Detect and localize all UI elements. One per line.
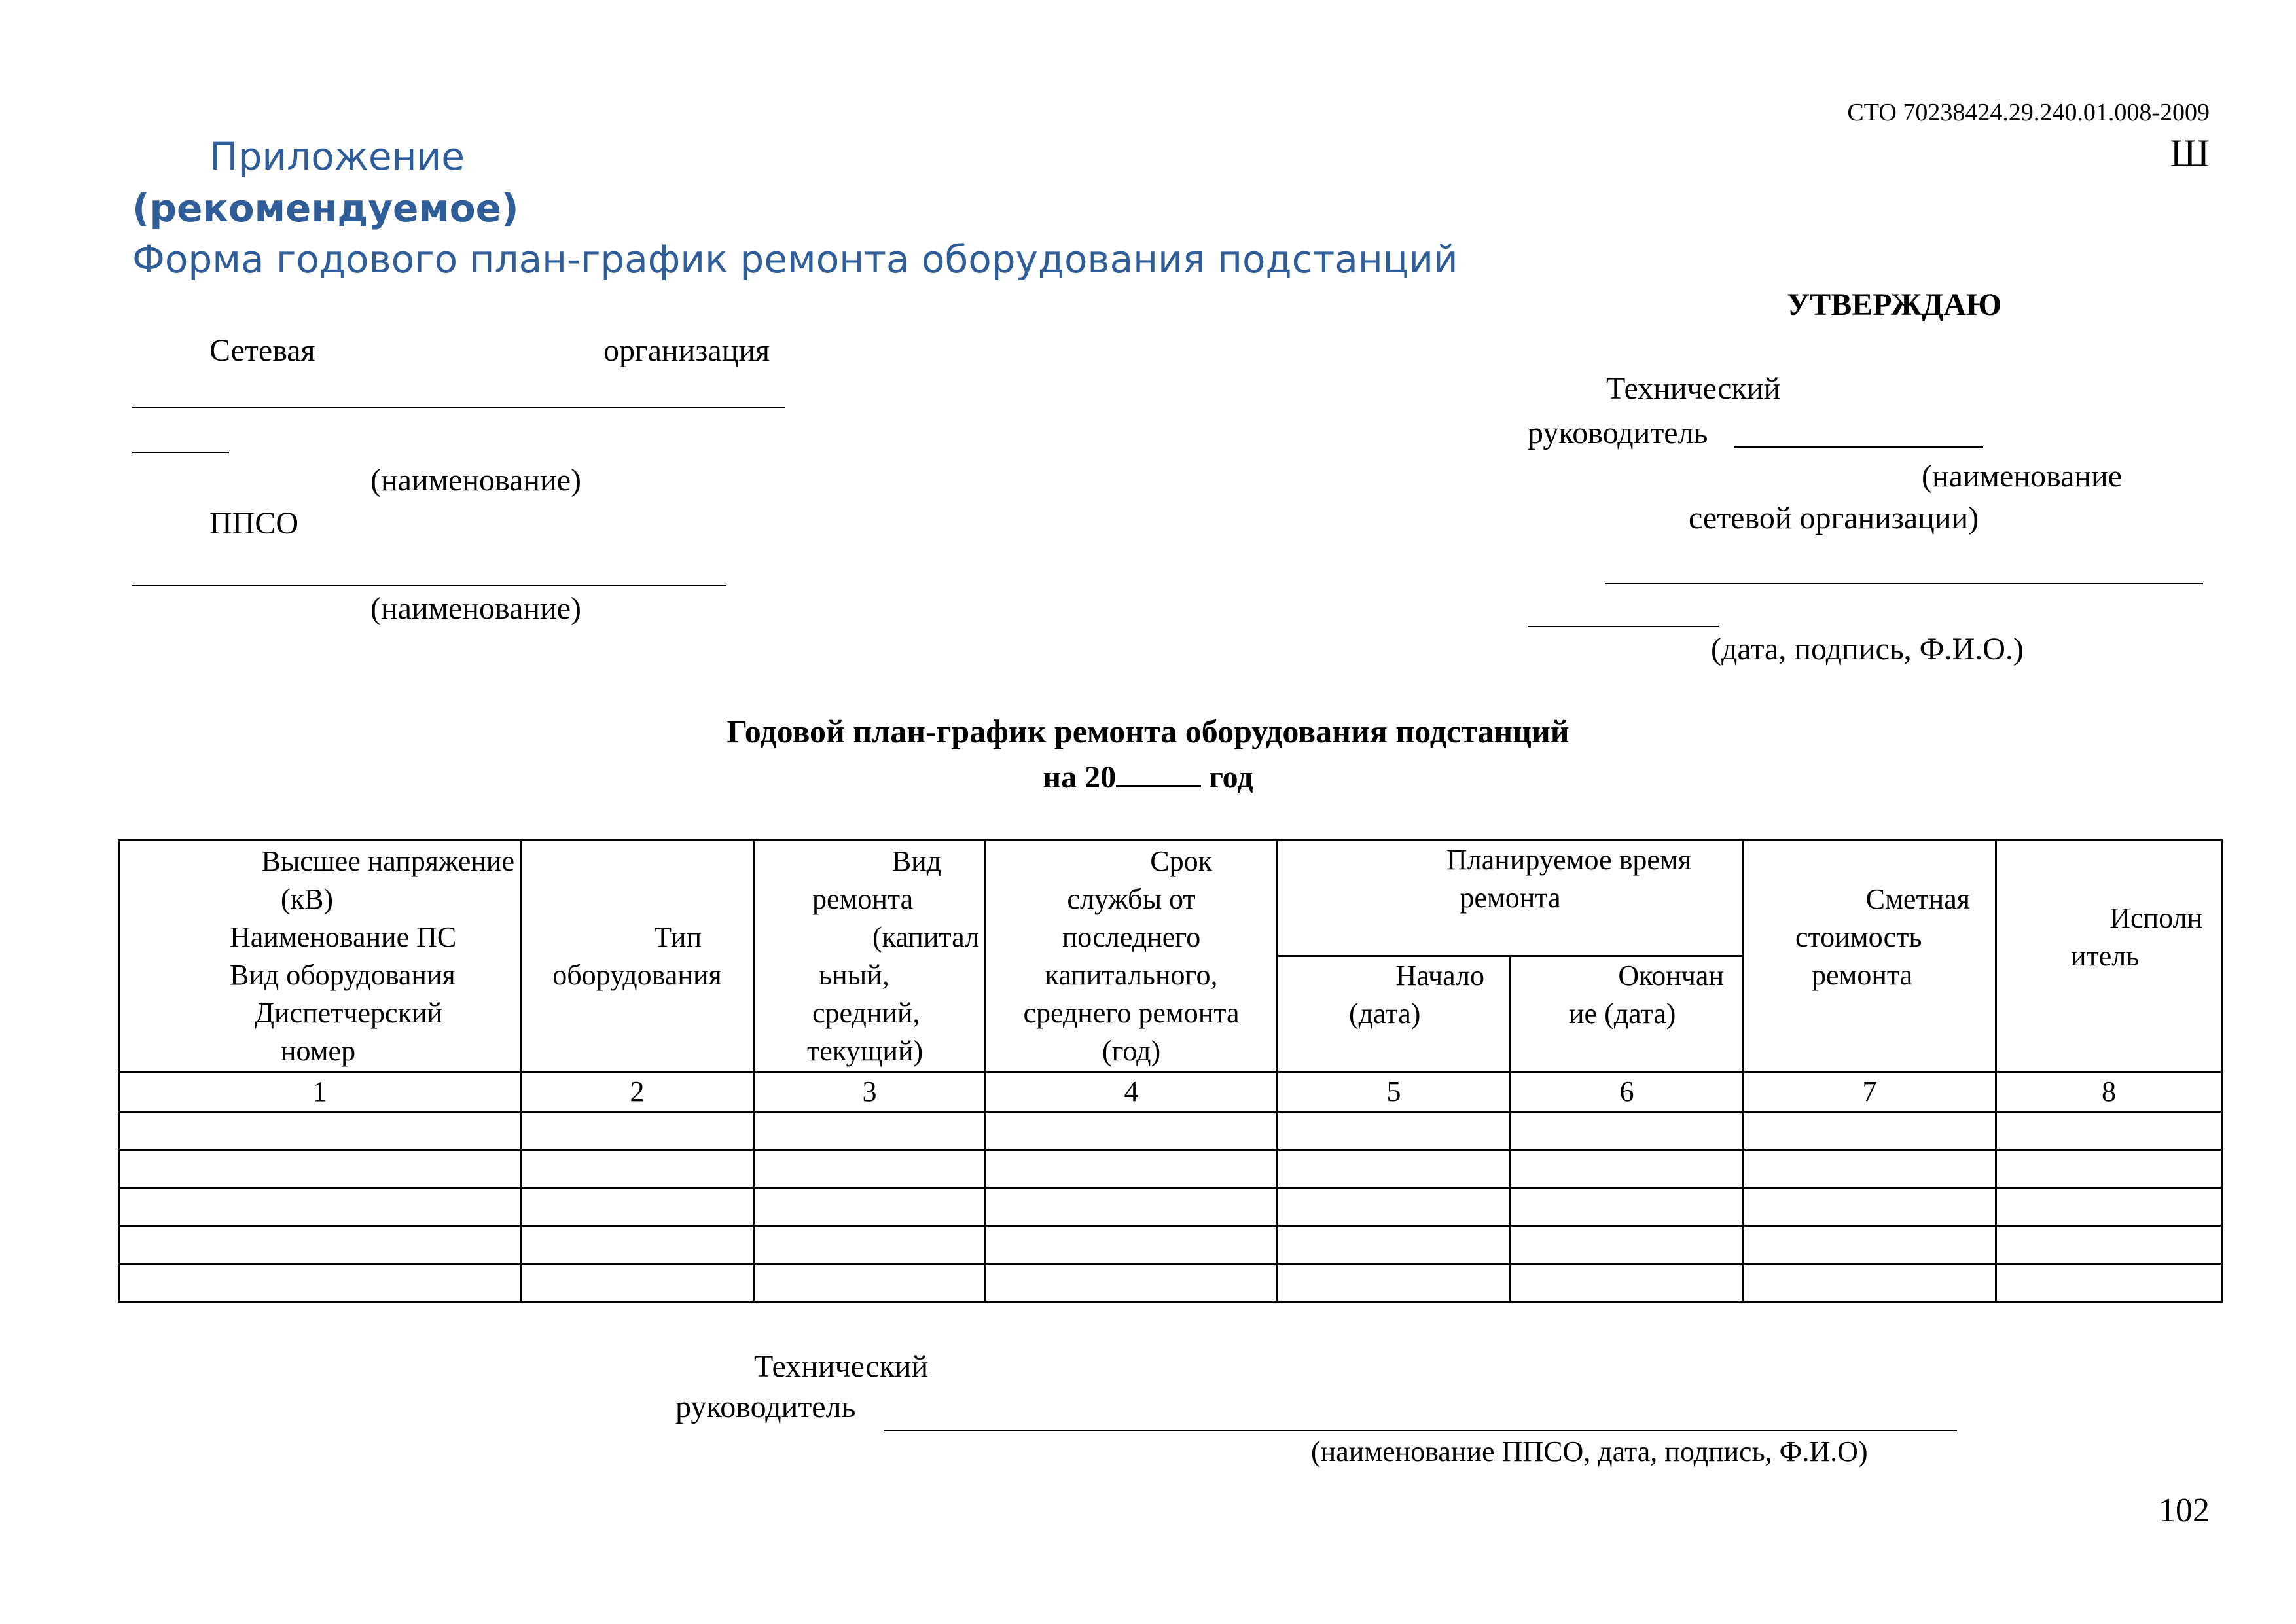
col-header-repair-kind: Вид ремонта (капитал ьный, средний, текущий) <box>754 840 986 1072</box>
page-number: 102 <box>2159 1492 2210 1529</box>
column-number: 4 <box>986 1072 1278 1112</box>
standard-code: СТО 70238424.29.240.01.008-2009 <box>1847 99 2210 126</box>
col-header-end-date: Окончан ие (дата) <box>1511 956 1744 1072</box>
column-number: 3 <box>754 1072 986 1112</box>
approval-signature-hint: (дата, подпись, Ф.И.О.) <box>1711 632 2024 666</box>
org-label-organization: организация <box>603 333 770 368</box>
column-number: 8 <box>1996 1072 2222 1112</box>
appendix-letter: Ш <box>2170 132 2210 175</box>
column-number: 6 <box>1511 1072 1744 1112</box>
approver-role-line-1: Технический <box>1606 371 1781 406</box>
repair-schedule-table <box>118 839 2223 1303</box>
table-row <box>119 1188 2222 1226</box>
column-number: 2 <box>521 1072 754 1112</box>
org-name-line-continuation <box>132 452 229 453</box>
footer-role-line-2: руководитель <box>675 1390 856 1424</box>
table-row <box>119 1264 2222 1302</box>
column-number-row <box>119 1072 2222 1112</box>
document-year-line <box>0 759 2296 795</box>
form-title: Форма годового план-график ремонта оборудования подстанций <box>132 237 1458 281</box>
approval-signature-line-continuation <box>1528 626 1719 627</box>
approver-hint-line-1: (наименование <box>1922 459 2123 494</box>
column-number: 7 <box>1744 1072 1996 1112</box>
org-label-network: Сетевая <box>209 333 315 368</box>
ppso-name-line <box>132 585 726 586</box>
table-row <box>119 1112 2222 1150</box>
approve-label: УТВЕРЖДАЮ <box>1787 287 2002 322</box>
col-header-service-life: Срок службы от последнего капитального, среднего ремонта (год) <box>986 840 1278 1072</box>
ppso-name-hint: (наименование) <box>370 591 582 626</box>
year-prefix: на 20 <box>1043 760 1117 795</box>
table-row <box>119 1150 2222 1188</box>
footer-role-line-1: Технический <box>754 1349 929 1384</box>
col-header-estimated-cost: Сметная стоимость ремонта <box>1744 840 1996 1072</box>
col-header-equipment-type: Тип оборудования <box>521 840 754 1072</box>
approver-name-line <box>1734 446 1983 448</box>
appendix-title: Приложение <box>209 134 465 179</box>
table-header-row <box>119 840 2222 956</box>
col-header-executor: Исполн итель <box>1996 840 2222 1072</box>
column-number: 1 <box>119 1072 521 1112</box>
year-suffix: год <box>1209 760 1253 795</box>
ppso-label: ППСО <box>209 506 299 541</box>
approver-role-line-2: руководитель <box>1528 416 1708 450</box>
org-name-line <box>132 407 785 408</box>
org-name-hint: (наименование) <box>370 463 582 497</box>
year-blank <box>1116 761 1201 787</box>
approval-signature-line <box>1605 583 2203 584</box>
table-row <box>119 1226 2222 1264</box>
column-number: 5 <box>1278 1072 1511 1112</box>
col-header-voltage-equipment: Высшее напряжение (кВ) Наименование ПС Вид оборудования Диспетчерский номер <box>119 840 521 1072</box>
footer-signature-caption: (наименование ППСО, дата, подпись, Ф.И.О) <box>1311 1435 1868 1468</box>
document-title: Годовой план-график ремонта оборудования подстанций <box>726 713 1570 749</box>
footer-signature-line <box>884 1430 1957 1431</box>
col-header-planned-repair-time: Планируемое время ремонта <box>1278 840 1744 956</box>
appendix-type: (рекомендуемое) <box>132 186 519 230</box>
col-header-start-date: Начало (дата) <box>1278 956 1511 1072</box>
approver-hint-line-2: сетевой организации) <box>1689 501 1979 535</box>
